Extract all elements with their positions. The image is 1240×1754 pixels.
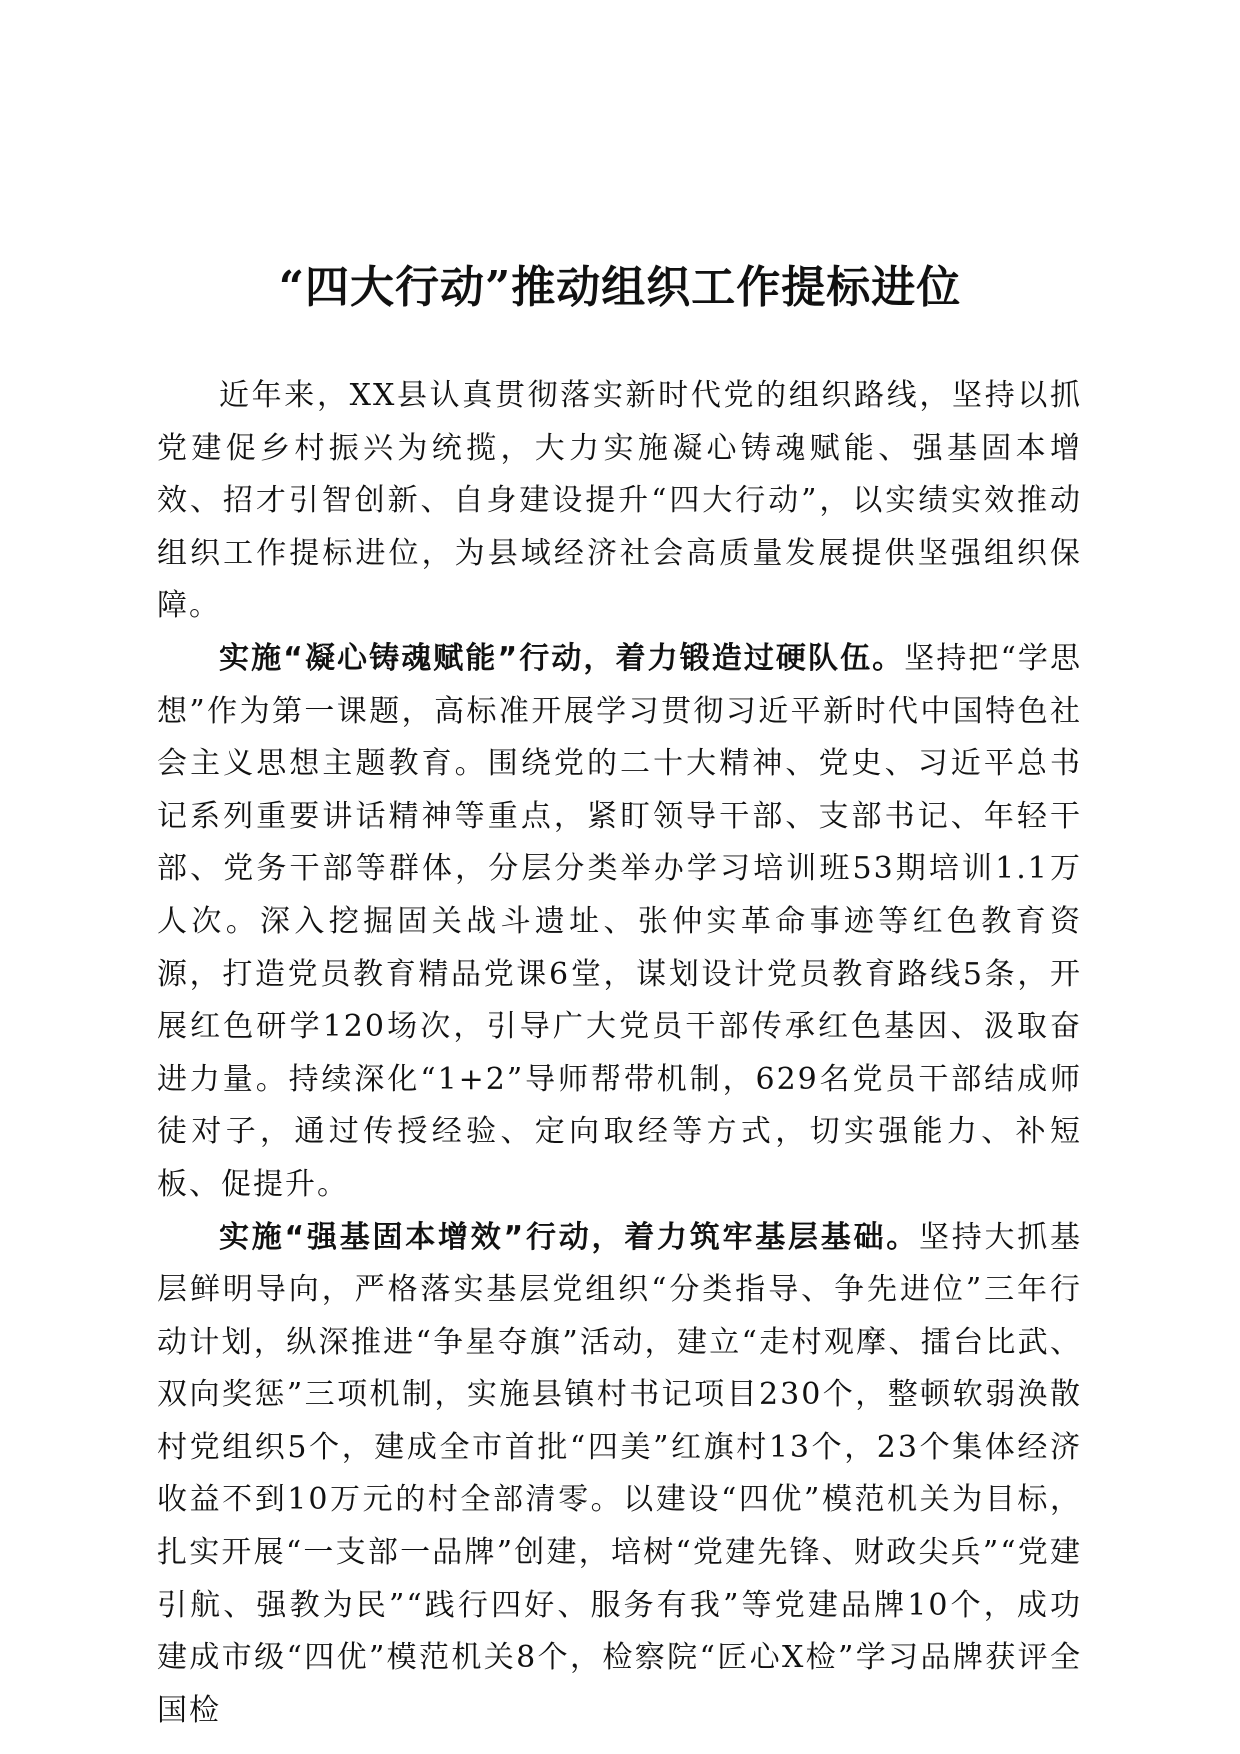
paragraph-text: 坚持把“学思想”作为第一课题，高标准开展学习贯彻习近平新时代中国特色社会主义思想主题教育。围绕党的二十大精神、党史、习近平总书记系列重要讲话精神等重点，紧盯领导干部、支部书记、年轻干部、党务干部等群体，分层分类举办学习培训班53期培训1.1万人次。深入挖掘固关战斗遗址、张仲实革命事迹等红色教育资源，打造党员教育精品党课6堂，谋划设计党员教育路线5条，开展红色研学120场次，引导广大党员干部传承红色基因、汲取奋进力量。持续深化“1+2”导师帮带机制，629名党员干部结成师徒对子，通过传授经验、定向取经等方式，切实强能力、补短板、促提升。 xyxy=(157,640,1082,1202)
paragraph-text: 坚持大抓基层鲜明导向，严格落实基层党组织“分类指导、争先进位”三年行动计划，纵深推进“争星夺旗”活动，建立“走村观摩、擂台比武、双向奖惩”三项机制，实施县镇村书记项目230个，整顿软弱涣散村党组织5个，建成全市首批“四美”红旗村13个，23个集体经济收益不到10万元的村全部清零。以建设“四优”模范机关为目标，扎实开展“一支部一品牌”创建，培树“党建先锋、财政尖兵”“党建引航、强教为民”“践行四好、服务有我”等党建品牌10个，成功建成市级“四优”模范机关8个，检察院“匠心X检”学习品牌获评全国检 xyxy=(157,1219,1083,1728)
section-paragraph-cohesion xyxy=(157,633,1082,1212)
document-title: “四大行动”推动组织工作提标进位 xyxy=(278,262,962,313)
paragraph-text: 近年来，XX县认真贯彻落实新时代党的组织路线，坚持以抓党建促乡村振兴为统揽，大力实施凝心铸魂赋能、强基固本增效、招才引智创新、自身建设提升“四大行动”，以实绩实效推动组织工作提标进位，为县域经济社会高质量发展提供坚强组织保障。 xyxy=(157,378,1082,624)
section-paragraph-foundation xyxy=(157,1212,1082,1738)
paragraph-lead-heading: 实施“凝心铸魂赋能”行动，着力锻造过硬队伍。 xyxy=(219,640,905,676)
document-body xyxy=(157,370,1082,1737)
paragraph-lead-heading: 实施“强基固本增效”行动，着力筑牢基层基础。 xyxy=(219,1219,919,1255)
intro-paragraph xyxy=(157,370,1082,633)
